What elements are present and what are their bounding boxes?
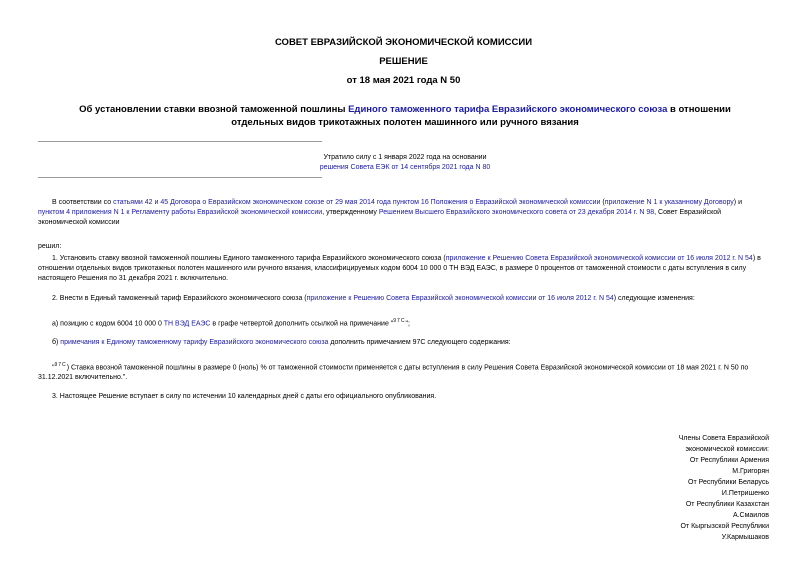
- validity-link[interactable]: решения Совета ЕЭК от 14 сентября 2021 года N 80: [319, 164, 491, 171]
- signature-line: От Республики Беларусь: [688, 479, 769, 486]
- divider-top: [38, 141, 322, 142]
- item-2-text: ) следующие изменения:: [613, 295, 695, 302]
- note-ref-superscript: 97С: [54, 362, 67, 368]
- item-2b-text: б): [52, 339, 61, 346]
- link-commission-regulation[interactable]: пунктом 16 Положения о Евразийской экономической комиссии: [392, 199, 601, 206]
- validity-text: Утратило силу с 1 января 2022 года на основании: [323, 154, 487, 161]
- note-97c-text: ) Ставка ввозной таможенной пошлины в размере 0 (ноль) % от таможенной стоимости применяется с даты вступления в силу Решения Совета Евразийской экономической комиссии от 18 мая 2021 г. N 50 по 31.12.2021 включительно.".: [38, 364, 749, 382]
- link-tn-ved[interactable]: ТН ВЭД ЕАЭС: [163, 320, 211, 328]
- item-1-paragraph: [38, 254, 770, 284]
- signature-line: От Кыргызской Республики: [680, 523, 769, 530]
- note-97c-paragraph: [38, 360, 770, 383]
- divider-bottom: [38, 177, 322, 178]
- signature-line: От Республики Армения: [689, 457, 769, 464]
- title-text-1: Об установлении ставки ввозной таможенной пошлины: [79, 104, 349, 115]
- link-ett-notes[interactable]: примечания к Единому таможенному тарифу Евразийского экономического союза: [60, 339, 329, 346]
- item-2b-paragraph: [38, 338, 770, 348]
- item-2-paragraph: [38, 294, 770, 304]
- signature-block: [569, 433, 769, 543]
- title-text-2: в отношении отдельных видов трикотажных полотен машинного или ручного вязания: [231, 104, 731, 128]
- signature-line: У.Кармышаков: [721, 534, 769, 541]
- document-date-number: от 18 мая 2021 года N 50: [346, 75, 461, 86]
- item-2b-text: дополнить примечанием 97С следующего содержания:: [328, 339, 511, 346]
- link-work-rules[interactable]: пунктом 4 приложения N 1 к Регламенту работы Евразийской экономической комиссии: [38, 209, 323, 216]
- preamble-text: , утвержденному: [322, 209, 379, 216]
- link-ett-annex[interactable]: приложение к Решению Совета Евразийской экономической комиссии от 16 июля 2012 г. N 54: [445, 255, 753, 262]
- item-1-text: 1. Установить ставку ввозной таможенной пошлины Единого таможенного тарифа Евразийского экономического союза (: [52, 255, 446, 262]
- item-3-paragraph: 3. Настоящее Решение вступает в силу по истечении 10 календарных дней с даты его официального опубликования.: [52, 393, 437, 400]
- link-treaty-annex[interactable]: приложение N 1 к указанному Договору: [604, 199, 734, 206]
- link-ett-annex[interactable]: приложение к Решению Совета Евразийской экономической комиссии от 16 июля 2012 г. N 54: [306, 295, 614, 302]
- signature-line: экономической комиссии:: [685, 446, 769, 453]
- note-ref-superscript: 97С: [393, 318, 406, 324]
- note-97c-text: ": [52, 364, 55, 372]
- link-supreme-council-decision[interactable]: Решением Высшего Евразийского экономического совета от 23 декабря 2014 г. N 98: [378, 209, 655, 216]
- signature-line: От Республики Казахстан: [685, 501, 769, 508]
- validity-note: [300, 153, 510, 173]
- preamble-text: , Совет Евразийской экономической комиссии: [38, 209, 722, 226]
- signature-line: А.Смаилов: [732, 512, 769, 519]
- signature-line: И.Петришенко: [721, 490, 769, 497]
- item-2a-text: ";: [405, 320, 410, 328]
- resolved-label: решил:: [38, 243, 62, 250]
- preamble-text: ) и: [733, 199, 742, 206]
- preamble-text: В соответствии со: [52, 199, 114, 206]
- link-treaty-articles[interactable]: статьями 42 и 45 Договора о Евразийском экономическом союзе от 29 мая 2014 года: [113, 199, 391, 206]
- signature-line: Члены Совета Евразийской: [678, 435, 769, 442]
- preamble-paragraph: [38, 198, 770, 228]
- item-2a-text: в графе четвертой дополнить ссылкой на примечание ": [210, 320, 394, 328]
- preamble-text: (: [600, 199, 605, 206]
- item-2-text: 2. Внести в Единый таможенный тариф Евразийского экономического союза (: [52, 295, 307, 302]
- document-title: [60, 103, 750, 129]
- title-link[interactable]: Единого таможенного тарифа Евразийского экономического союза: [348, 104, 668, 115]
- item-2a-text: а) позицию с кодом 6004 10 000 0: [52, 320, 164, 328]
- document-type: РЕШЕНИЕ: [379, 56, 428, 67]
- item-2a-paragraph: [38, 316, 770, 329]
- item-1-text: ) в отношении отдельных видов трикотажных полотен машинного или ручного вязания, классифицируемых кодом 6004 10 000 0 ТН ВЭД ЕАЭС, в размере 0 процентов от таможенной стоимости с даты вступления в силу настоящего Решения по 31 декабря 2021 г. включительно.: [38, 255, 761, 282]
- signature-line: М.Григорян: [732, 468, 769, 475]
- issuer-heading: СОВЕТ ЕВРАЗИЙСКОЙ ЭКОНОМИЧЕСКОЙ КОМИССИИ: [274, 37, 533, 48]
